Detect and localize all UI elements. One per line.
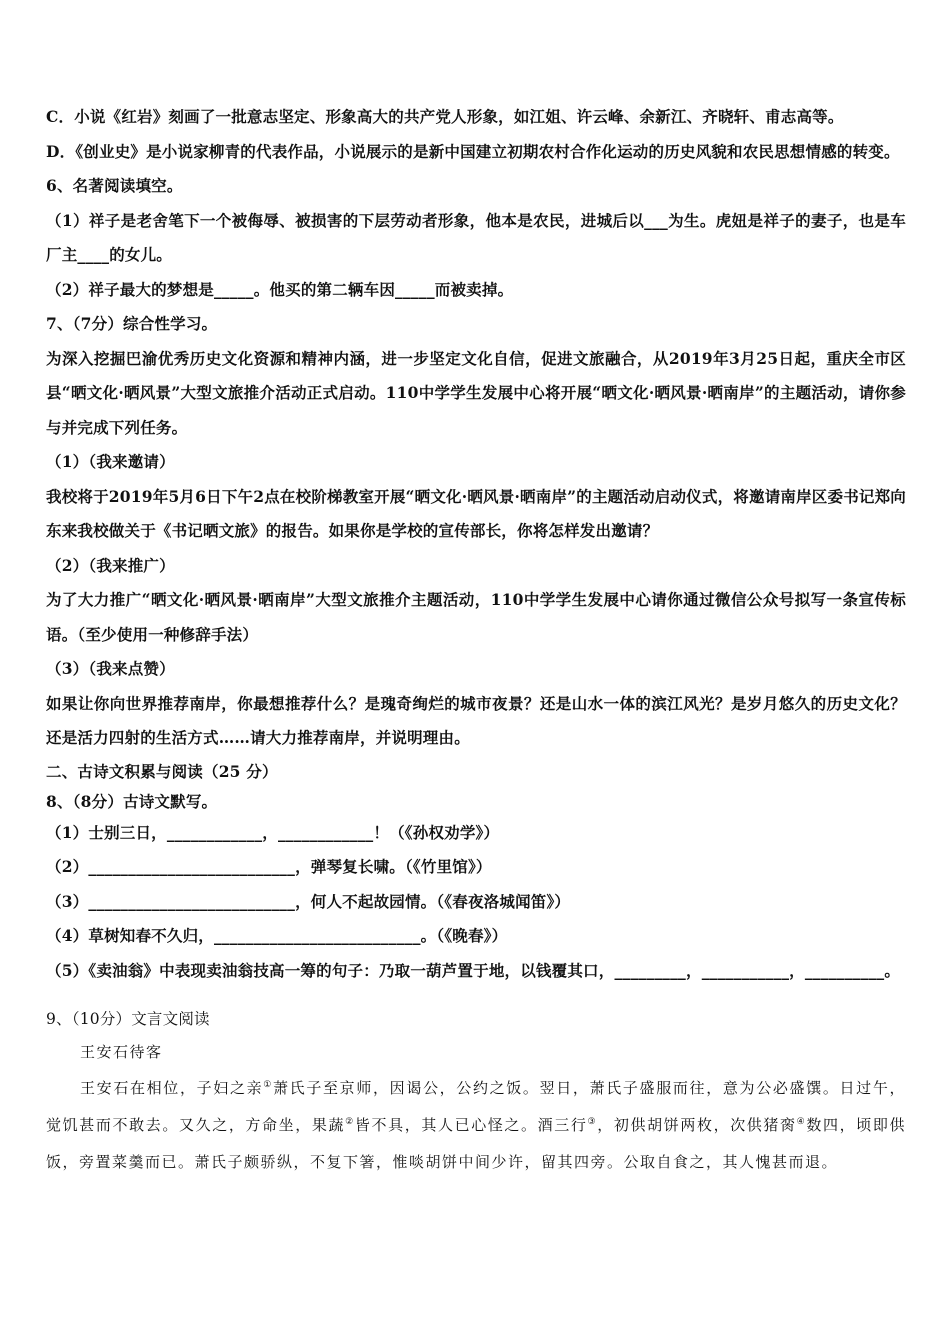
section-2-title: 二、古诗文积累与阅读（25 分） xyxy=(46,761,278,781)
q8-line-4: （4）草树知春不久归，__________________________。（《晚春》） xyxy=(46,926,508,945)
note-marker-1: ① xyxy=(263,1080,274,1090)
passage-text-c: 皆不具，其人已心怪之。酒三行 xyxy=(354,1116,588,1134)
note-marker-4: ④ xyxy=(796,1117,807,1127)
q7-task-2-heading: （2）（我来推广） xyxy=(46,555,175,575)
q7-task-1-body: 我校将于2019年5月6日下午2点在校阶梯教室开展“晒文化·晒风景·晒南岸”的主题活动启动仪式，将邀请南岸区委书记郑向东来我校做关于《书记晒文旅》的报告。如果你是学校的宣传部长，你将怎样发出邀请？ xyxy=(46,486,906,540)
q6-heading: 6、名著阅读填空。 xyxy=(46,176,183,195)
q5-option-c: C．小说《红岩》刻画了一批意志坚定、形象高大的共产党人形象，如江姐、许云峰、余新江、齐晓轩、甫志高等。 xyxy=(46,107,844,126)
passage-title: 王安石待客 xyxy=(80,1043,163,1061)
q6-part-1: （1）祥子是老舍笔下一个被侮辱、被损害的下层劳动者形象，他本是农民，进城后以___为生。虎妞是祥子的妻子，也是车厂主____的女儿。 xyxy=(46,210,906,264)
q8-line-2: （2）__________________________，弹琴复长啸。（《竹里馆》） xyxy=(46,857,492,876)
q7-task-3-heading: （3）（我来点赞） xyxy=(46,659,175,678)
q7-task-2-body: 为了大力推广“晒文化·晒风景·晒南岸”大型文旅推介主题活动，110中学学生发展中心请你通过微信公众号拟写一条宣传标语。（至少使用一种修辞手法） xyxy=(46,590,906,644)
passage-text-e: 数四，顷即供饭，旁置菜羹而已。萧氏子颇骄纵，不复下箸，惟啖胡饼中间少许，留其四旁。公取自食之，其人愧甚而退。 xyxy=(46,1116,906,1171)
q7-task-1-heading: （1）（我来邀请） xyxy=(46,452,175,471)
passage-text-a: 王安石在相位，子妇之亲 xyxy=(80,1079,264,1097)
q8-line-3: （3）__________________________，何人不起故园情。（《春夜洛城闻笛》） xyxy=(46,891,571,911)
q8-line-5: （5）《卖油翁》中表现卖油翁技高一筹的句子：乃取一葫芦置于地，以钱覆其口，_________，___________，__________。 xyxy=(46,960,901,980)
note-marker-3: ③ xyxy=(587,1117,598,1127)
exam-page xyxy=(46,100,906,1181)
q9-heading: 9、（10分）文言文阅读 xyxy=(46,1010,210,1028)
q5-option-d: D．《创业史》是小说家柳青的代表作品，小说展示的是新中国建立初期农村合作化运动的历史风貌和农民思想情感的转变。 xyxy=(46,141,900,161)
q7-heading: 7、（7分）综合性学习。 xyxy=(46,314,218,333)
q8-heading: 8、（8分）古诗文默写。 xyxy=(46,791,218,811)
q7-intro: 为深入挖掘巴渝优秀历史文化资源和精神内涵，进一步坚定文化自信，促进文旅融合，从2019年3月25日起，重庆全市区县“晒文化·晒风景”大型文旅推介活动正式启动。110中学学生发展中心将开展“晒文化·晒风景·晒南岸”的主题活动，请你参与并完成下列任务。 xyxy=(46,348,906,437)
passage-text-d: ，初供胡饼两枚，次供猪脔 xyxy=(597,1116,797,1134)
q8-line-1: （1）士别三日，____________，____________！（《孙权劝学》） xyxy=(46,822,500,842)
passage-body xyxy=(46,1070,906,1181)
passage-text-b: 萧氏子至京师，因谒公，公约之饭。翌日，萧氏子盛服而往，意为公必盛馔。日过午，觉饥甚而不敢去。又久之，方命坐，果蔬 xyxy=(46,1079,906,1134)
q6-part-2: （2）祥子最大的梦想是_____。他买的第二辆车因_____而被卖掉。 xyxy=(46,279,514,299)
note-marker-2: ② xyxy=(345,1117,355,1127)
q7-task-3-body: 如果让你向世界推荐南岸，你最想推荐什么？是瑰奇绚烂的城市夜景？还是山水一体的滨江风光？是岁月悠久的历史文化？还是活力四射的生活方式……请大力推荐南岸，并说明理由。 xyxy=(46,693,906,747)
